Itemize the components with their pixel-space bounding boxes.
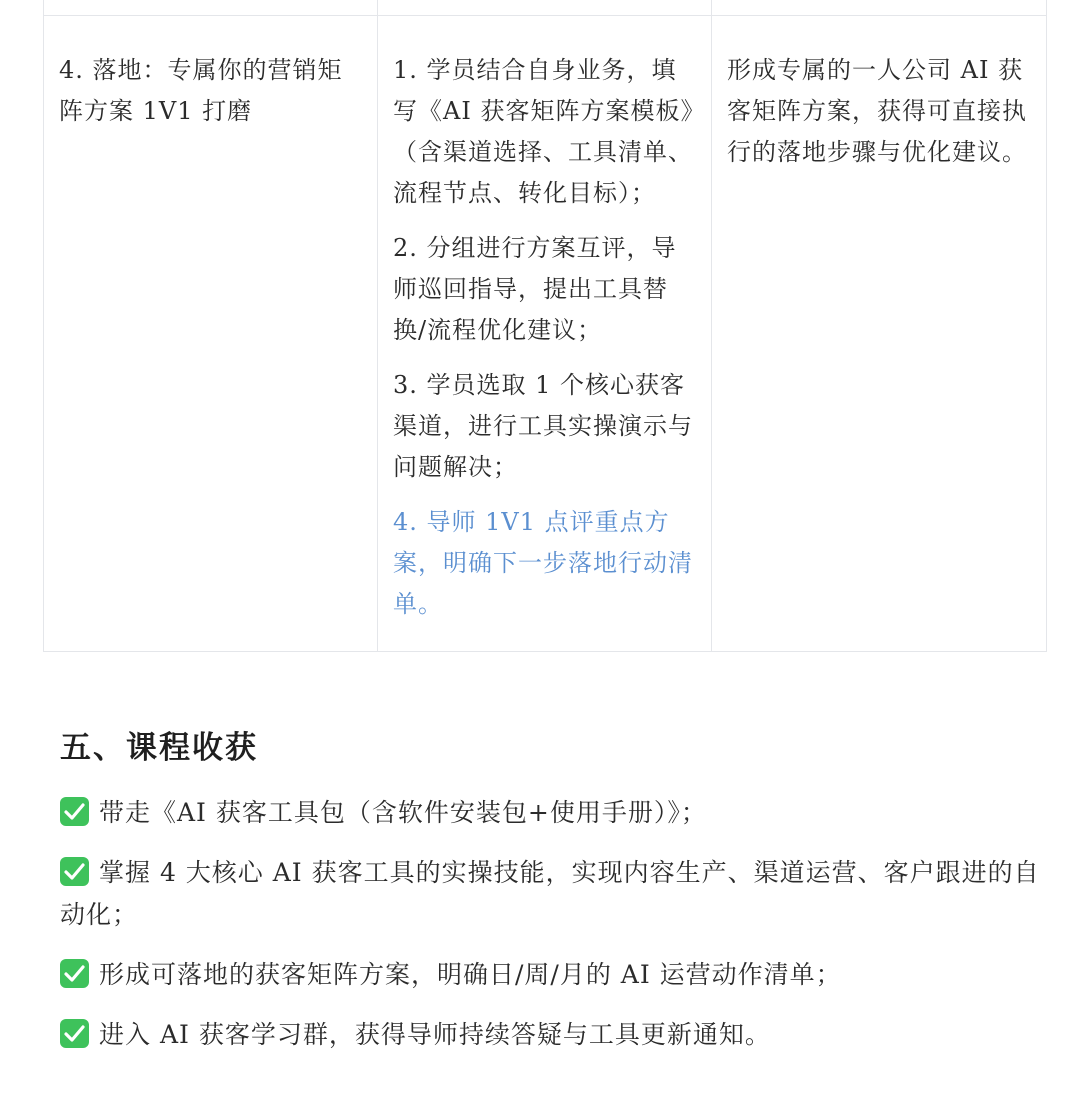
stage-cell [44, 16, 378, 652]
stage-text: 4. 落地：专属你的营销矩阵方案 1V1 打磨 [59, 56, 343, 125]
check-box-icon [60, 959, 89, 988]
check-box-icon [60, 797, 89, 826]
course-gains-list [60, 792, 1050, 1074]
list-item-text: 形成可落地的获客矩阵方案，明确日/周/月的 AI 运营动作清单； [99, 960, 842, 989]
outcome-text: 形成专属的一人公司 AI 获客矩阵方案，获得可直接执行的落地步骤与优化建议。 [727, 56, 1027, 166]
activities-cell [378, 16, 712, 652]
outcome-cell [712, 16, 1047, 652]
list-item [60, 954, 1050, 996]
list-item-text: 掌握 4 大核心 AI 获客工具的实操技能，实现内容生产、渠道运营、客户跟进的自动化； [60, 858, 1040, 929]
list-item [60, 1014, 1050, 1056]
check-box-icon [60, 1019, 89, 1048]
table-row-previous [44, 0, 1047, 16]
activity-item: 3. 学员选取 1 个核心获客渠道，进行工具实操演示与问题解决； [393, 371, 693, 481]
table-row [44, 16, 1047, 652]
list-item-text: 进入 AI 获客学习群，获得导师持续答疑与工具更新通知。 [99, 1020, 771, 1049]
activity-item-highlighted: 4. 导师 1V1 点评重点方案，明确下一步落地行动清单。 [393, 508, 693, 618]
check-box-icon [60, 857, 89, 886]
section-heading: 五、课程收获 [60, 730, 258, 766]
list-item [60, 792, 1050, 834]
activity-item: 2. 分组进行方案互评，导师巡回指导，提出工具替换/流程优化建议； [393, 234, 677, 344]
course-schedule-table [43, 0, 1047, 652]
activity-item: 1. 学员结合自身业务，填写《AI 获客矩阵方案模板》（含渠道选择、工具清单、流程节点、转化目标）； [393, 56, 694, 207]
list-item [60, 852, 1050, 936]
list-item-text: 带走《AI 获客工具包（含软件安装包+使用手册）》； [99, 798, 707, 827]
